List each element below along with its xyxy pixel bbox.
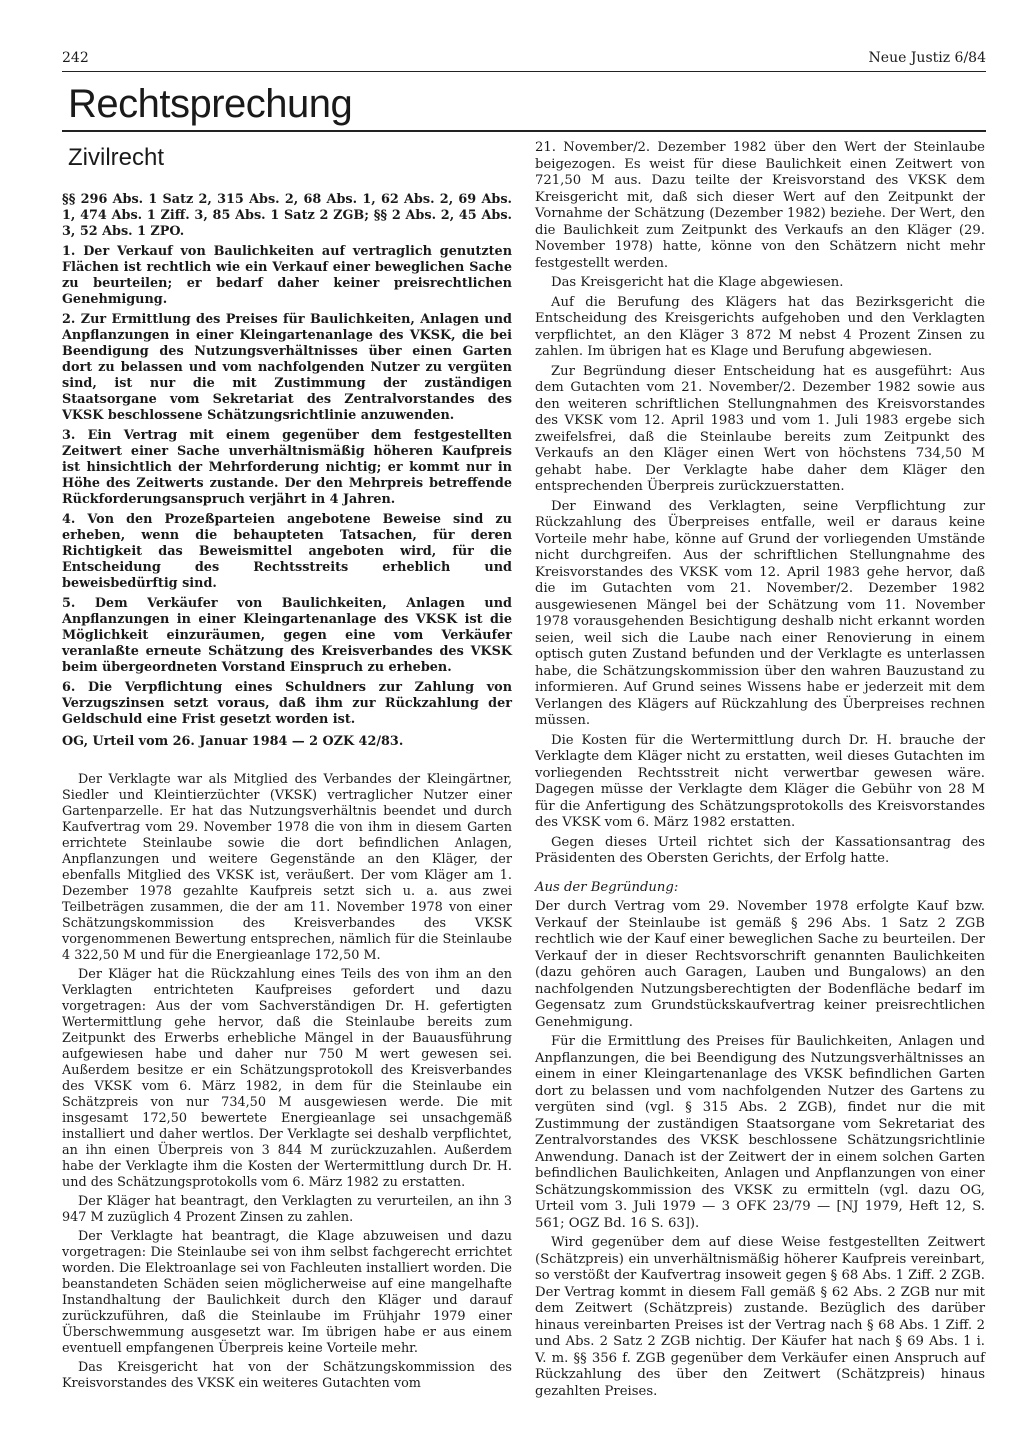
body-paragraph: Gegen dieses Urteil richtet sich der Kassationsantrag des Präsidenten des Obersten Gerichts, der Erfolg hatte.: [535, 834, 985, 866]
body-paragraph: Der Verklagte war als Mitglied des Verbandes der Kleingärtner, Siedler und Kleintierzüchter (VKSK) vertraglicher Nutzer einer Gartenparzelle. Er hat das Nutzungsverhältnis beendet und durch Kaufvertrag vom 29. November 1978 die von ihm in diesem Garten errichtete Steinlaube sowie die dort befindlichen Anlagen, Anpflanzungen und weitere Gegenstände an den Kläger, der ebenfalls Mitglied des VKSK ist, veräußert. Der vom Kläger am 1. Dezember 1978 gezahlte Kaufpreis setzt sich u. a. aus zwei Teilbeträgen zusammen, die der am 11. November 1978 von einer Schätzungskommission des Kreisverbandes des VKSK vorgenommenen Bewertung entsprechen, nämlich für die Steinlaube 4 322,50 M und für die Energieanlage 172,50 M.: [62, 772, 512, 963]
subsection-title: Zivilrecht: [68, 144, 165, 171]
headnote-point: 3. Ein Vertrag mit einem gegenüber dem festgestellten Zeitwert einer Sache unverhältnismäßig höheren Kaufpreis ist hinsichtlich der Mehrforderung nichtig; er kommt nur in Höhe des Zeitwerts zustande. Der den Mehrpreis betreffende Rückforderungsanspruch verjährt in 4 Jahren.: [62, 428, 512, 507]
body-paragraph: Das Kreisgericht hat die Klage abgewiesen.: [551, 275, 844, 290]
headnote-point: 5. Dem Verkäufer von Baulichkeiten, Anlagen und Anpflanzungen in einer Kleingartenanlage des VKSK ist die Möglichkeit einzuräumen, gegen eine vom Verkäufer veranlaßte erneute Schätzung des Kreisverbandes des VKSK beim übergeordneten Vorstand Einspruch zu erheben.: [62, 596, 512, 675]
body-paragraph: Die Kosten für die Wertermittlung durch Dr. H. brauche der Verklagte dem Kläger nicht zu erstatten, weil dieses Gutachten im vorliegenden Rechtsstreit nicht verwertbar gewesen wäre. Dagegen müsse der Verklagte dem Kläger die Gebühr von 28 M für die Anfertigung des Schätzungsprotokolls des Kreisvorstandes des VKSK vom 6. März 1982 erstatten.: [535, 732, 985, 830]
body-paragraph: Der Kläger hat die Rückzahlung eines Teils des von ihm an den Verklagten entrichteten Kaufpreises gefordert und dazu vorgetragen: Aus der vom Sachverständigen Dr. H. gefertigten Wertermittlung gehe hervor, daß die Steinlaube bereits zum Zeitpunkt des Erwerbs erhebliche Mängel in der Bauausführung aufgewiesen habe und daher nur 750 M wert gewesen sei. Außerdem besitze er ein Schätzungsprotokoll des Kreisverbandes des VKSK vom 6. März 1982, in dem für die Steinlaube ein Schätzpreis von nur 734,50 M ausgewiesen werde. Die mit insgesamt 172,50 bewertete Energieanlage sei unsachgemäß installiert und daher wertlos. Der Verklagte sei deshalb verpflichtet, an ihn einen Überpreis von 3 844 M zurückzuzahlen. Außerdem habe der Verklagte ihm die Kosten der Wertermittlung durch Dr. H. und des Schätzungsprotokolls vom 6. März 1982 zu erstatten.: [62, 967, 512, 1190]
headnote-point: 1. Der Verkauf von Baulichkeiten auf vertraglich genutzten Flächen ist rechtlich wie ein Verkauf einer beweglichen Sache zu beurteilen; er bedarf daher keiner preisrechtlichen Genehmigung.: [62, 244, 512, 307]
body-paragraph: Das Kreisgericht hat von der Schätzungskommission des Kreisvorstandes des VKSK ein weiteres Gutachten vom: [62, 1360, 512, 1391]
body-paragraph: Der Kläger hat beantragt, den Verklagten zu verurteilen, an ihn 3 947 M zuzüglich 4 Prozent Zinsen zu zahlen.: [62, 1194, 512, 1225]
header-rule: [62, 71, 986, 72]
headnote-point: 6. Die Verpflichtung eines Schuldners zur Zahlung von Verzugszinsen setzt voraus, daß ihm zur Rückzahlung der Geldschuld eine Frist gesetzt worden ist.: [62, 680, 512, 727]
page-number: 242: [62, 50, 89, 66]
facts-text: [62, 772, 512, 1392]
facts-text-continued: [535, 140, 985, 1400]
body-paragraph: 21. November/2. Dezember 1982 über den Wert der Steinlaube beigezogen. Es weist für diese Baulichkeit einen Zeitwert von 721,50 M aus. Dazu teilte der Kreisvorstand des VKSK dem Kreisgericht mit, daß sich dieser Wert auf den Zeitpunkt der Vornahme der Schätzung (Dezember 1982) beziehe. Der Wert, den die Baulichkeit zum Zeitpunkt des Verkaufs an den Kläger (29. November 1978) hatte, könne von den Schätzern nicht mehr festgestellt werden.: [535, 140, 985, 271]
left-column: [62, 140, 512, 1395]
reasons-paragraph: Für die Ermittlung des Preises für Baulichkeiten, Anlagen und Anpflanzungen, die bei Beendigung des Nutzungsverhältnisses an einem in einer Kleingartenanlage des VKSK befindlichen Garten dort zu belassen und vom nachfolgenden Nutzer des Gartens zu vergüten sind (vgl. § 315 Abs. 2 ZGB), findet nur die mit Zustimmung der zuständigen Staatsorgane vom Sekretariat des Zentralvorstandes des VKSK beschlossene Schätzungsrichtlinie Anwendung. Danach ist der Zeitwert der in einem solchen Garten befindlichen Baulichkeiten, Anlagen und Anpflanzungen von einer Schätzungskommission des VKSK zu ermitteln (vgl. dazu OG, Urteil vom 3. Juli 1979 — 3 OFK 23/79 — [NJ 1979, Heft 12, S. 561; OGZ Bd. 16 S. 63]).: [535, 1034, 985, 1231]
section-title: Rechtsprechung: [68, 82, 353, 126]
headnote-statutes: §§ 296 Abs. 1 Satz 2, 315 Abs. 2, 68 Abs. 1, 62 Abs. 2, 69 Abs. 1, 474 Abs. 1 Ziff. 3, 85 Abs. 1 Satz 2 ZGB; §§ 2 Abs. 2, 45 Abs. 3, 52 Abs. 1 ZPO.: [62, 192, 512, 239]
body-paragraph: Auf die Berufung des Klägers hat das Bezirksgericht die Entscheidung des Kreisgerichts aufgehoben und den Verklagten verpflichtet, an den Kläger 3 872 M nebst 4 Prozent Zinsen zu zahlen. Im übrigen hat es Klage und Berufung abgewiesen.: [535, 294, 985, 359]
section-title-rule: [62, 130, 986, 132]
judgment-citation: OG, Urteil vom 26. Januar 1984 — 2 OZK 42/83.: [62, 734, 404, 749]
reasons-heading: Aus der Begründung:: [535, 879, 679, 895]
headnote: [62, 192, 512, 750]
body-paragraph: Der Verklagte hat beantragt, die Klage abzuweisen und dazu vorgetragen: Die Steinlaube sei von ihm selbst fachgerecht errichtet worden. Die Elektroanlage sei von Fachleuten installiert worden. Die beanstandeten Schäden seien möglicherweise auf eine mangelhafte Instandhaltung der Baulichkeit durch den Kläger und darauf zurückzuführen, daß die Steinlaube im Frühjahr 1979 einer Überschwemmung ausgesetzt war. Im übrigen habe er aus einem eventuell empfangenen Überpreis keine Vorteile mehr.: [62, 1229, 512, 1356]
headnote-point: 4. Von den Prozeßparteien angebotene Beweise sind zu erheben, wenn die behaupteten Tatsachen, für deren Richtigkeit das Beweismittel angeboten wird, für die Entscheidung des Rechtsstreits erheblich und beweisbedürftig sind.: [62, 512, 512, 591]
reasons-paragraph: Der durch Vertrag vom 29. November 1978 erfolgte Kauf bzw. Verkauf der Steinlaube ist gemäß § 296 Abs. 1 Satz 2 ZGB rechtlich wie der Kauf einer beweglichen Sache zu beurteilen. Der Verkauf der in dieser Rechtsvorschrift genannten Baulichkeiten (dazu gehören auch Garagen, Lauben und Bungalows) an den nachfolgenden Nutzungsberechtigten der Bodenfläche bedarf im Gegensatz zum Grundstückskaufvertrag keiner preisrechtlichen Genehmigung.: [535, 899, 985, 1030]
journal-issue: Neue Justiz 6/84: [868, 50, 986, 66]
headnote-point: 2. Zur Ermittlung des Preises für Baulichkeiten, Anlagen und Anpflanzungen in einer Kleingartenanlage des VKSK, die bei Beendigung des Nutzungsverhältnisses über einen Garten dort zu belassen und vom nachfolgenden Nutzer zu vergüten sind, ist nur die mit Zustimmung der zuständigen Staatsorgane vom Sekretariat des Zentralvorstandes des VKSK beschlossene Schätzungsrichtlinie anzuwenden.: [62, 312, 512, 423]
body-paragraph: Zur Begründung dieser Entscheidung hat es ausgeführt: Aus dem Gutachten vom 21. November/2. Dezember 1982 sowie aus den weiteren schriftlichen Stellungnahmen des Kreisvorstandes des VKSK vom 12. April 1983 und vom 1. Juli 1983 ergebe sich zweifelsfrei, daß die Steinlaube bereits zum Zeitpunkt des Verkaufs an den Kläger einen Wert von höchstens 734,50 M gehabt habe. Der Verklagte habe daher dem Kläger den entsprechenden Überpreis zurückzuerstatten.: [535, 363, 985, 494]
body-paragraph: Der Einwand des Verklagten, seine Verpflichtung zur Rückzahlung des Überpreises entfalle, weil er daraus keine Vorteile mehr habe, könne auf Grund der vorliegenden Umstände nicht durchgreifen. Aus der schriftlichen Stellungnahme des Kreisvorstandes des VKSK vom 12. April 1983 gehe hervor, daß die im Gutachten vom 21. November/2. Dezember 1982 ausgewiesenen Mängel bei der Schätzung vom 11. November 1978 vorausgehenden Besichtigung deshalb nicht erkannt worden seien, weil sich die Laube nach einer Renovierung in einem optisch guten Zustand befunden und der Verklagte es unterlassen habe, die Schätzungskommission über den wahren Bauzustand zu informieren. Auf Grund seines Wissens habe er jederzeit mit dem Verlangen des Klägers auf Rückzahlung des Überpreises rechnen müssen.: [535, 498, 985, 728]
reasons-paragraph: Wird gegenüber dem auf diese Weise festgestellten Zeitwert (Schätzpreis) ein unverhältnismäßig höherer Kaufpreis vereinbart, so verstößt der Kaufvertrag insoweit gegen § 68 Abs. 1 Ziff. 2 ZGB. Der Vertrag kommt in diesem Fall gemäß § 62 Abs. 2 ZGB nur mit dem Zeitwert (Schätzpreis) zustande. Bezüglich des darüber hinaus vereinbarten Preises ist der Vertrag nach § 68 Abs. 1 Ziff. 2 und Abs. 2 Satz 2 ZGB nichtig. Der Käufer hat nach § 69 Abs. 1 i. V. m. §§ 356 f. ZGB gegenüber dem Verkäufer einen Anspruch auf Rückzahlung des über den Zeitwert (Schätzpreis) hinaus gezahlten Preises.: [535, 1235, 985, 1399]
right-column: [535, 140, 985, 1403]
